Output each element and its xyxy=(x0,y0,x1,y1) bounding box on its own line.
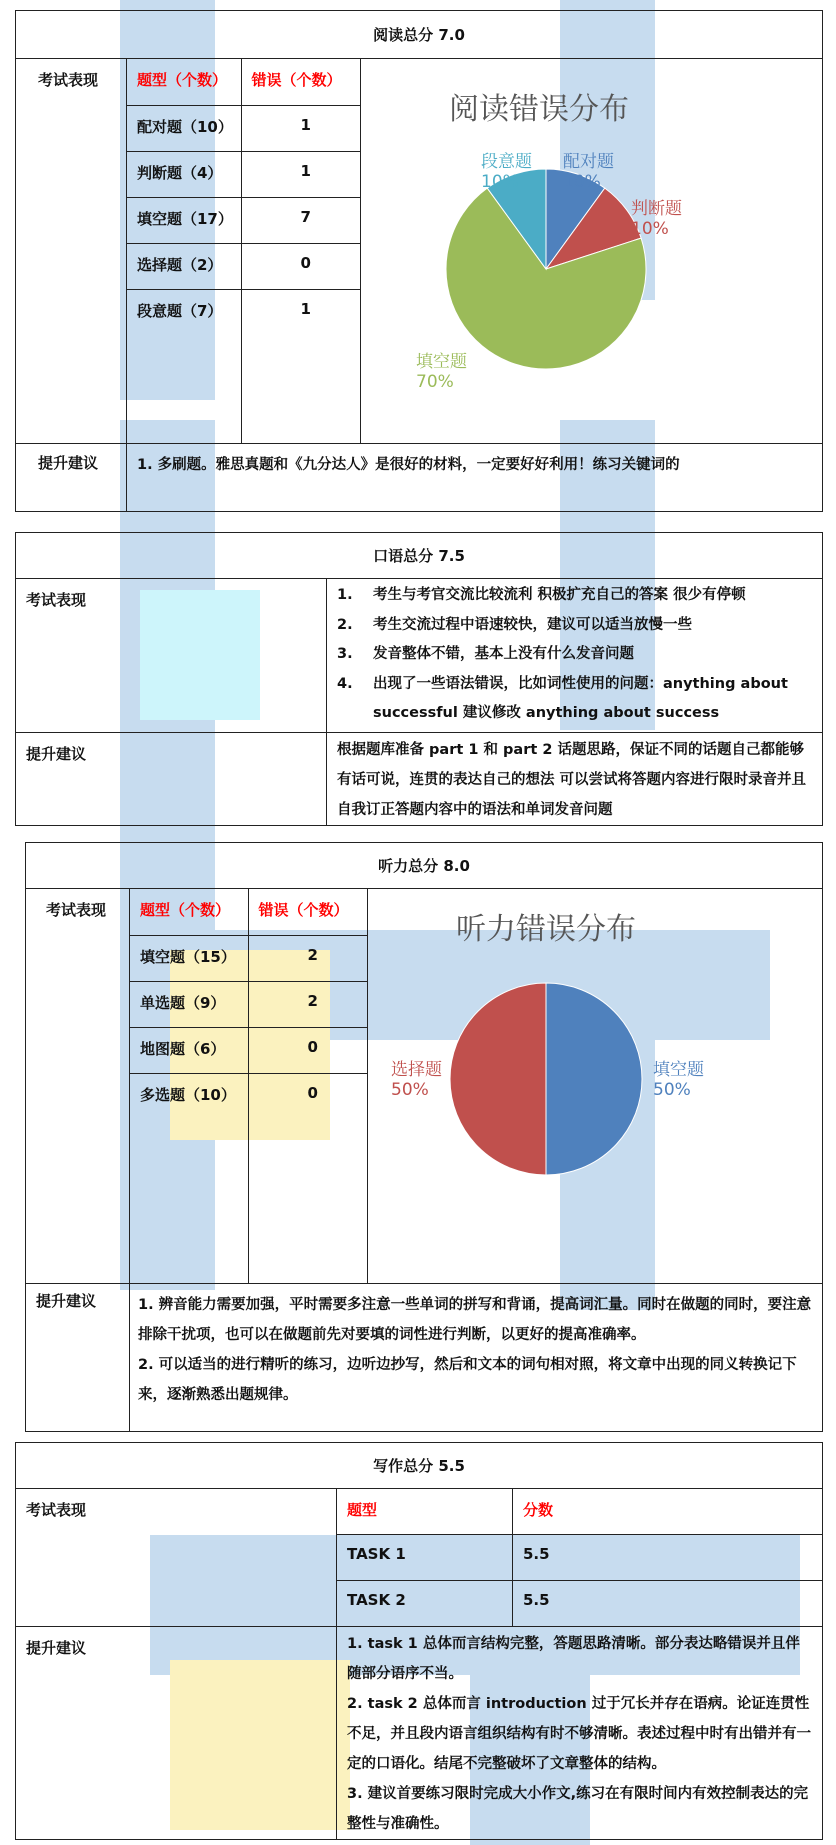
slice-percent-label: 50% xyxy=(391,1080,429,1100)
pie-slice xyxy=(450,983,546,1175)
writing-row-score: 5.5 xyxy=(513,1581,823,1627)
reading-row-errors: 1 xyxy=(241,105,360,151)
speaking-section xyxy=(15,532,823,820)
listening-row-type: 多选题（10） xyxy=(130,1073,248,1283)
listening-pie-chart xyxy=(368,889,818,1279)
slice-percent-label: 50% xyxy=(653,1080,691,1100)
chart-title: 听力错误分布 xyxy=(456,912,636,947)
listening-chart-cell xyxy=(368,889,823,1284)
reading-row-type: 判断题（4） xyxy=(127,151,241,197)
speaking-points xyxy=(327,579,823,733)
slice-category-label: 配对题 xyxy=(563,152,614,172)
list-item: 1. 考生与考官交流比较流利 积极扩充自己的答案 很少有停顿 xyxy=(337,587,746,603)
writing-advice-text xyxy=(337,1627,823,1840)
speaking-advice-text: 根据题库准备 part 1 和 part 2 话题思路，保证不同的话题自己都能够有话可说，连贯的表达自己的想法 可以尝试将答题内容进行限时录音并且自我订正答题内容中的语法和单词发音问题 xyxy=(327,733,823,826)
writing-row-score: 5.5 xyxy=(513,1535,823,1581)
listening-row-errors: 0 xyxy=(248,1073,367,1283)
reading-row-type: 配对题（10） xyxy=(127,105,241,151)
reading-col-type: 题型（个数） xyxy=(127,59,241,105)
chart-title: 阅读错误分布 xyxy=(449,92,629,127)
advice-paragraph: 3. 建议首要练习限时完成大小作文,练习在有限时间内有效控制表达的完整性与准确性。 xyxy=(347,1786,809,1832)
reading-row-errors: 1 xyxy=(241,151,360,197)
writing-row-type: TASK 1 xyxy=(337,1535,513,1581)
reading-performance-label: 考试表现 xyxy=(16,59,127,444)
listening-row-errors: 2 xyxy=(248,981,367,1027)
reading-section xyxy=(15,10,823,510)
listening-row-errors: 0 xyxy=(248,1027,367,1073)
advice-paragraph: 1. 辨音能力需要加强，平时需要多注意一些单词的拼写和背诵，提高词汇量。同时在做题的同时，要注意排除干扰项，也可以在做题前先对要填的词性进行判断，以更好的提高准确率。 xyxy=(138,1297,812,1343)
slice-percent-label: 10% xyxy=(631,219,669,239)
slice-percent-label: 70% xyxy=(416,372,454,392)
writing-col-score: 分数 xyxy=(513,1489,823,1535)
writing-row-type: TASK 2 xyxy=(337,1581,513,1627)
list-item: successful 建议修改 anything about success xyxy=(373,705,720,721)
reading-advice-text: 1. 多刷题。雅思真题和《九分达人》是很好的材料，一定要好好利用！练习关键词的 xyxy=(127,444,823,512)
speaking-advice-label: 提升建议 xyxy=(16,733,327,826)
writing-performance-label: 考试表现 xyxy=(16,1489,337,1627)
reading-row-errors: 0 xyxy=(241,243,360,289)
listening-row-type: 填空题（15） xyxy=(130,935,248,981)
listening-row-errors: 2 xyxy=(248,935,367,981)
listening-advice-text xyxy=(130,1284,823,1432)
listening-col-errors: 错误（个数） xyxy=(248,889,367,935)
list-item: 3. 发音整体不错，基本上没有什么发音问题 xyxy=(337,646,634,662)
writing-advice-label: 提升建议 xyxy=(16,1627,337,1840)
reading-pie-chart xyxy=(361,59,821,439)
reading-row-errors: 1 xyxy=(241,289,360,443)
slice-category-label: 选择题 xyxy=(391,1060,442,1080)
reading-row-errors: 7 xyxy=(241,197,360,243)
speaking-title: 口语总分 7.5 xyxy=(16,533,823,579)
reading-chart-cell xyxy=(361,59,823,444)
slice-category-label: 填空题 xyxy=(416,352,467,372)
slice-category-label: 判断题 xyxy=(631,199,682,219)
slice-percent-label: 10% xyxy=(481,172,519,192)
speaking-performance-label: 考试表现 xyxy=(16,579,327,733)
writing-section xyxy=(15,1442,823,1837)
pie-slice xyxy=(546,983,642,1175)
listening-col-type: 题型（个数） xyxy=(130,889,248,935)
slice-category-label: 填空题 xyxy=(653,1060,704,1080)
reading-error-table xyxy=(127,59,360,443)
listening-error-table xyxy=(130,889,367,1283)
listening-section xyxy=(25,842,823,1432)
listening-advice-label: 提升建议 xyxy=(26,1284,130,1432)
writing-title: 写作总分 5.5 xyxy=(16,1443,823,1489)
advice-paragraph: 1. task 1 总体而言结构完整，答题思路清晰。部分表达略错误并且伴随部分语序不当。 xyxy=(347,1636,800,1682)
listening-row-type: 单选题（9） xyxy=(130,981,248,1027)
advice-paragraph: 2. 可以适当的进行精听的练习，边听边抄写，然后和文本的词句相对照，将文章中出现的同义转换记下来，逐渐熟悉出题规律。 xyxy=(138,1357,797,1403)
reading-advice-label: 提升建议 xyxy=(16,444,127,512)
slice-category-label: 段意题 xyxy=(481,152,532,172)
reading-title: 阅读总分 7.0 xyxy=(16,11,823,59)
listening-row-type: 地图题（6） xyxy=(130,1027,248,1073)
slice-percent-label: 10% xyxy=(563,172,601,192)
reading-row-type: 选择题（2） xyxy=(127,243,241,289)
reading-row-type: 段意题（7） xyxy=(127,289,241,443)
writing-col-type: 题型 xyxy=(337,1489,513,1535)
reading-row-type: 填空题（17） xyxy=(127,197,241,243)
listening-performance-label: 考试表现 xyxy=(26,889,130,1284)
advice-paragraph: 2. task 2 总体而言 introduction 过于冗长并存在语病。论证连贯性不足，并且段内语言组织结构有时不够清晰。表述过程中时有出错并有一定的口语化。结尾不完整破坏了文章整体的结构。 xyxy=(347,1696,811,1772)
listening-title: 听力总分 8.0 xyxy=(26,843,823,889)
list-item: 4. 出现了一些语法错误，比如词性使用的问题：anything about xyxy=(337,675,788,692)
reading-col-errors: 错误（个数） xyxy=(241,59,360,105)
list-item: 2. 考生交流过程中语速较快，建议可以适当放慢一些 xyxy=(337,616,692,633)
